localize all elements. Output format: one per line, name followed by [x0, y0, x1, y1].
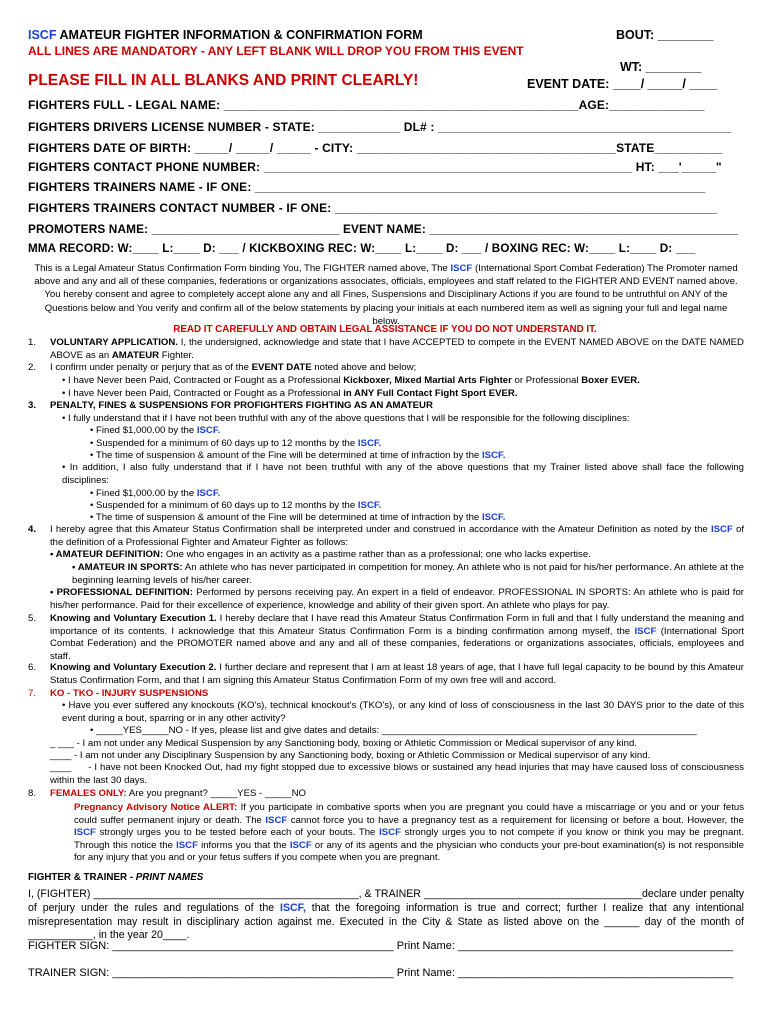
item-1-heading: VOLUNTARY APPLICATION. — [50, 337, 178, 348]
dob-field[interactable]: FIGHTERS DATE OF BIRTH: _____/ _____/ _____ - CITY: ______________________________________STATE__________ — [28, 141, 723, 155]
iscf-ref: ISCF. — [196, 425, 221, 436]
item-2-bullet-1 — [62, 375, 640, 386]
record-field[interactable]: MMA RECORD: W:____ L:____ D: ___ / KICKBOXING REC: W:____ L:____ D: ___ / BOXING REC: W:____ L:____ D: ___ — [28, 242, 696, 255]
medical-suspension-line[interactable]: _ ___ - I am not under any Medical Suspension by any Sanctioning body, boxing or Athletic Commission or Medical supervisor of any kind. — [50, 738, 637, 749]
item-4 — [50, 524, 744, 549]
preg-text: strongly urges you to be tested before each of your bouts. The — [95, 827, 380, 839]
time-line — [90, 512, 505, 523]
declaration[interactable] — [28, 888, 744, 943]
bullet-text: • I have Never been Paid, Contracted or Fought as a Professional — [62, 388, 344, 399]
pregnant-question: Are you pregnant? _____YES - _____NO — [126, 788, 306, 799]
iscf-ref: ISCF, — [280, 901, 306, 914]
preg-text: or any of its agents and the physician who conducts your pre-bout examination(s) is not responsible for any injury that you and or your fetus suffers if you compete when you are pregnant. — [74, 839, 745, 864]
promoters-field[interactable]: PROMOTERS NAME: ____________________________ EVENT NAME: ______________________________________________ — [28, 222, 739, 236]
iscf-ref: ISCF — [289, 839, 312, 851]
iscf-ref: ISCF — [379, 827, 401, 839]
suspension-line — [90, 438, 381, 449]
item-number: 4. — [28, 524, 37, 535]
print-names-heading — [28, 872, 203, 883]
def-heading: • PROFESSIONAL DEFINITION: — [50, 587, 193, 598]
fine-text: • Fined $1,000.00 by the — [90, 488, 197, 499]
intro-paragraph — [30, 262, 742, 328]
time-line — [90, 450, 505, 461]
item-7-yes-no[interactable]: • _____YES_____NO - If yes, please list and give dates and details: ___________________________________________________________ — [90, 725, 697, 736]
item-2-event: EVENT DATE — [251, 362, 312, 373]
item-3-heading: PENALTY, FINES & SUSPENSIONS FOR PROFIGHTERS FIGHTING AS AN AMATEUR — [50, 400, 433, 411]
item-3-bullet-2: • In addition, I also fully understand that if I have not been truthful with any of the above questions that my Trainer listed above shall face the following disciplines: — [62, 462, 744, 486]
form-title-text: AMATEUR FIGHTER INFORMATION & CONFIRMATION FORM — [56, 28, 423, 42]
fine-text: • Fined $1,000.00 by the — [90, 425, 197, 436]
item-5 — [50, 613, 744, 663]
bullet-bold: Boxer EVER. — [581, 375, 640, 386]
professional-definition — [50, 587, 744, 612]
item-number: 5. — [28, 613, 37, 624]
item-2-bullet-2 — [62, 388, 518, 399]
item-2-a: I confirm under penalty or perjury that as of the — [50, 362, 252, 373]
iscf-ref: ISCF. — [357, 500, 382, 511]
fighter-sign-line[interactable]: FIGHTER SIGN: ______________________________________________ Print Name: _____________________________________________ — [28, 940, 734, 952]
item-number: 2. — [28, 362, 37, 373]
item-number: 8. — [28, 788, 37, 799]
iscf-ref: ISCF — [74, 827, 96, 839]
iscf-ref: ISCF. — [481, 512, 506, 523]
iscf-ref: ISCF. — [357, 438, 382, 449]
fine-line — [90, 425, 220, 436]
females-only: FEMALES ONLY: — [50, 788, 127, 799]
intro-b: (International Sport Combat Federation) The Promoter named above and any and all of these companies, federations or organizations associates, officials, employees and staff related to the FIGHTER AND EVENT named above. You hereby consent and agree to completely accept alone any and all Fines, Suspensions and Disciplinary Actions if you are found to be untruthful on ANY of the Questions below and You verify and confirm all of the below statements by placing your initials at each numbered item as well as signing your full and legal name below. — [34, 263, 738, 327]
item-1 — [50, 337, 744, 362]
item-2 — [50, 362, 416, 373]
item-7-bullet: • Have you ever suffered any knockouts (KO's), technical knockout's (TKO's), or any kind of loss of consciousness in the last 30 DAYS prior to the date of this event during a bout, sparring or in any other activity? — [62, 700, 744, 724]
fine-line — [90, 488, 220, 499]
suspension-text: • Suspended for a minimum of 60 days up to 12 months by the — [90, 438, 358, 449]
bullet-bold: in ANY Full Contact Fight Sport EVER. — [343, 388, 518, 399]
bullet-text: or Professional — [511, 375, 582, 386]
suspension-line — [90, 500, 381, 511]
trainer-name-field[interactable]: FIGHTERS TRAINERS NAME - IF ONE: __________________________________________________________________ — [28, 180, 706, 194]
iscf-ref: ISCF — [265, 814, 288, 826]
item-1-amateur: AMATEUR — [111, 349, 160, 361]
preg-text: cannot force you to have a pregnancy test as a requirement for licensing or before a bout. However, the — [287, 814, 744, 826]
mandatory-notice: ALL LINES ARE MANDATORY - ANY LEFT BLANK WILL DROP YOU FROM THIS EVENT — [28, 44, 524, 58]
pregnancy-notice — [74, 802, 744, 865]
heading-b: PRINT NAMES — [135, 872, 204, 883]
license-field[interactable]: FIGHTERS DRIVERS LICENSE NUMBER - STATE: ____________ DL# : ___________________________________________ — [28, 120, 732, 134]
time-text: • The time of suspension & amount of the Fine will be determined at time of infraction by the — [90, 512, 482, 523]
iscf-ref: ISCF. — [196, 488, 221, 499]
event-date-field[interactable]: EVENT DATE: ____/ _____/ ____ — [527, 77, 718, 91]
trainer-sign-line[interactable]: TRAINER SIGN: ______________________________________________ Print Name: _____________________________________________ — [28, 967, 734, 979]
item-number: 7. — [28, 688, 37, 699]
bullet-text: • I have Never been Paid, Contracted or Fought as a Professional — [62, 375, 344, 386]
iscf-ref: ISCF. — [481, 450, 506, 461]
preg-text: If you participate in combative sports when you are pregnant you could have a miscarriage or you and or your fetus could suffer permanent injury or death. The — [74, 802, 744, 826]
trainer-contact-field[interactable]: FIGHTERS TRAINERS CONTACT NUMBER - IF ONE: ________________________________________________________ — [28, 201, 718, 215]
item-number: 6. — [28, 662, 37, 673]
phone-field[interactable]: FIGHTERS CONTACT PHONE NUMBER: ______________________________________________________ HT: ___'_____" — [28, 160, 722, 174]
weight-field[interactable]: WT: ________ — [620, 60, 702, 74]
intro-iscf: ISCF — [450, 263, 473, 274]
declaration-b: that the foregoing information is true and correct; further I realize that any intentional misrepresentation may result in disciplinary action against me. Executed in the City & State as listed above on the ______ day of the month of ___________, in the year 20____. — [28, 901, 744, 942]
bullet-bold: Kickboxer, Mixed Martial Arts Fighter — [343, 375, 512, 386]
item-3-bullet-1: • I fully understand that if I have not been truthful with any of the above questions that I will be responsible for the following disciplines: — [62, 413, 630, 424]
form-title — [28, 28, 423, 42]
item-5-a: I hereby declare that I have read this Amateur Status Confirmation Form in full and that I fully understand the meaning and importance of its contents. I acknowledge that this Amateur Status Confirmation Form is a binding confirmation among myself, the — [50, 613, 744, 637]
item-8[interactable] — [50, 788, 306, 799]
preg-text: informs you that the — [197, 839, 290, 851]
iscf-org: ISCF — [28, 28, 57, 42]
item-number: 1. — [28, 337, 37, 348]
knockout-text: - I have not been Knocked Out, had my fight stopped due to excessive blows or sustained any head injuries that may have caused loss of consciousness within the last 30 days. — [50, 762, 744, 786]
intro-a: This is a Legal Amateur Status Confirmation Form binding You, The FIGHTER named above, The — [34, 263, 451, 274]
def-heading: • AMATEUR IN SPORTS: — [72, 562, 183, 573]
initial-blank: ____ — [50, 762, 72, 773]
pregnancy-alert: Pregnancy Advisory Notice ALERT: — [74, 802, 238, 813]
def-text: Performed by persons receiving pay. An expert in a field of endeavor. PROFESSIONAL IN SPORTS: An athlete who is paid for his/her performance. Paid for their excellence of experience, knowledge and ability of their given sport. An athlete who plays for pay. — [50, 587, 744, 611]
def-text: One who engages in an activity as a pastime rather than as a professional; one who lacks expertise. — [163, 549, 591, 560]
preg-text: strongly urges you to not compete if you know or think you may be pregnant. Through this notice the — [74, 827, 744, 851]
disciplinary-suspension-line[interactable]: ____ - I am not under any Disciplinary Suspension by any Sanctioning body, boxing or Athletic Commission or Medical supervisor of any kind. — [50, 750, 651, 761]
suspension-text: • Suspended for a minimum of 60 days up to 12 months by the — [90, 500, 358, 511]
bout-field[interactable]: BOUT: ________ — [616, 28, 714, 42]
fill-notice: PLEASE FILL IN ALL BLANKS AND PRINT CLEARLY! — [28, 72, 419, 89]
item-number: 3. — [28, 400, 37, 411]
time-text: • The time of suspension & amount of the Fine will be determined at time of infraction by the — [90, 450, 482, 461]
read-carefully: READ IT CAREFULLY AND OBTAIN LEGAL ASSISTANCE IF YOU DO NOT UNDERSTAND IT. — [173, 324, 597, 335]
item-1-text: I, the undersigned, acknowledge and state that I have ACCEPTED to compete in the EVENT NAMED ABOVE on the DATE NAMED ABOVE as an — [50, 337, 744, 361]
iscf-ref: ISCF — [176, 839, 198, 851]
def-heading: • AMATEUR DEFINITION: — [50, 549, 164, 560]
item-6-text: I further declare and represent that I am at least 18 years of age, that I have full legal capacity to be bound by this Amateur Status Confirmation Form, and that I am signing this Amateur Status Confirmation Form of my own free will and accord. — [50, 662, 744, 686]
item-4-a: I hereby agree that this Amateur Status Confirmation shall be interpreted under and construed in accordance with the Amateur Definition as noted by the — [50, 524, 711, 535]
item-2-b: noted above and below; — [311, 362, 417, 373]
amateur-definition — [50, 549, 591, 560]
amateur-in-sports — [72, 562, 744, 587]
item-6-heading: Knowing and Voluntary Execution 2. — [50, 662, 217, 673]
item-1-end: Fighter. — [159, 349, 194, 361]
def-text: An athlete who has never participated in competition for money. An athlete who is not paid for his/her performance. An athlete at the beginning learning levels of his/her career. — [72, 562, 744, 586]
item-5-heading: Knowing and Voluntary Execution 1. — [50, 613, 217, 624]
item-7-heading: KO - TKO - INJURY SUSPENSIONS — [50, 688, 209, 699]
item-6 — [50, 662, 744, 687]
iscf-ref: ISCF — [710, 524, 733, 535]
declaration-a: I, (FIGHTER) _____________________________________________, & TRAINER _____________________________________declare under penalty of perjury under the rules and regulations of the — [28, 888, 744, 914]
heading-a: FIGHTER & TRAINER - — [28, 872, 136, 883]
iscf-ref: ISCF — [634, 625, 657, 637]
knockout-line[interactable] — [50, 762, 744, 787]
item-4-b: of the definition of a Professional Fighter and Amateur Fighter as follows: — [50, 524, 744, 548]
legal-name-field[interactable]: FIGHTERS FULL - LEGAL NAME: ____________________________________________________AGE:______________ — [28, 98, 705, 112]
item-5-b: (International Sport Combat Federation) and the PROMOTER named above and any and all of these companies, federations or organizations associates, officials, employees and staff. — [50, 625, 744, 662]
